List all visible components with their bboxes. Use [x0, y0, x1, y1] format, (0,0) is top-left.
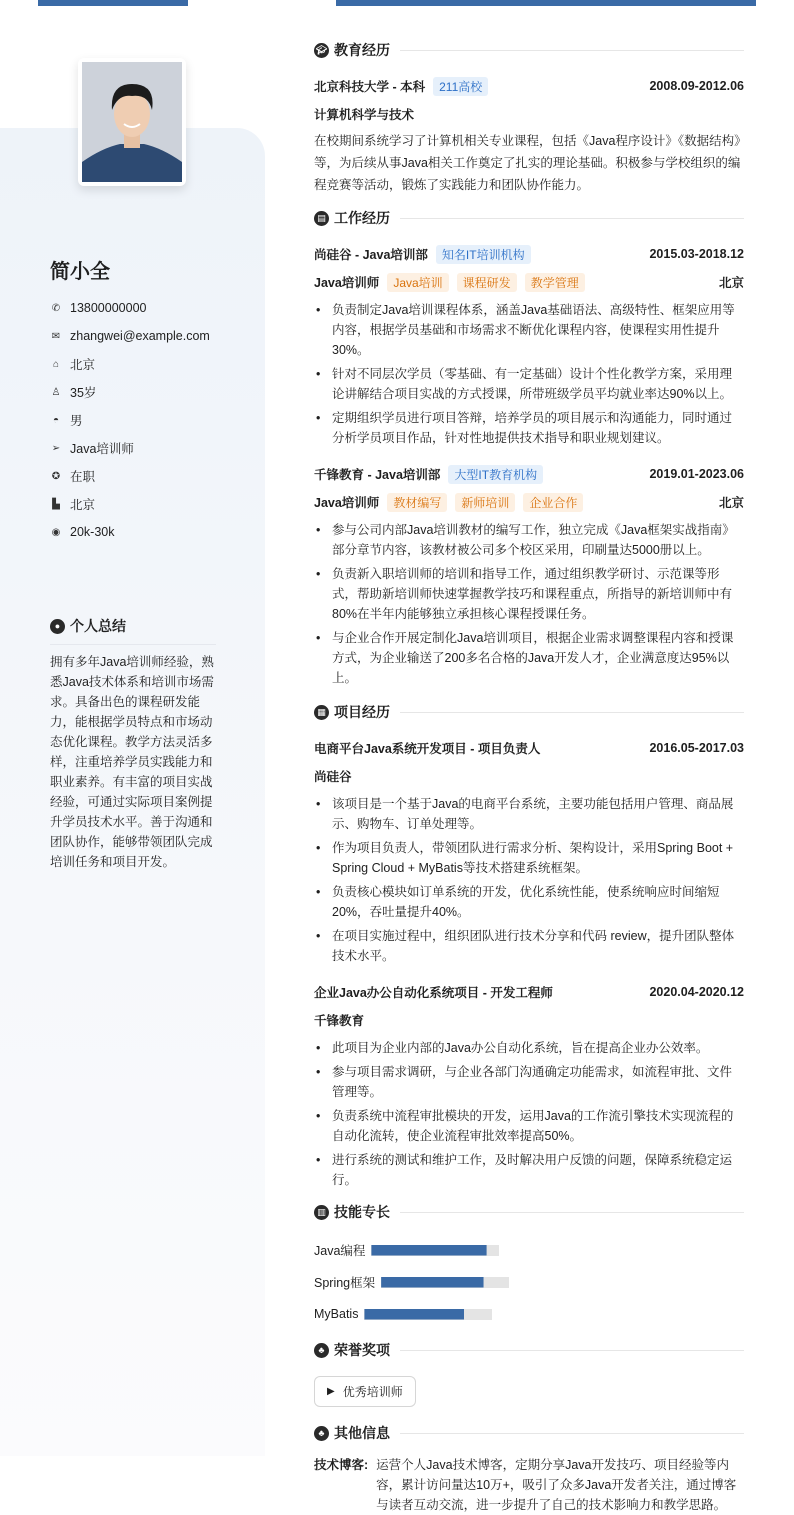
bullet: • 参与项目需求调研，与企业各部门沟通确定功能需求，如流程审批、文件管理等。 [314, 1062, 744, 1102]
skill-bar [364, 1309, 492, 1320]
summary-text: 拥有多年Java培训师经验，熟悉Java技术体系和培训市场需求。具备出色的课程研发能力，能根据学员特点和市场动态优化课程。教学方法灵活多样，注重培养学员实践能力和职业素养。有丰富的项目实战经验，可通过实际项目案例提升学员技术水平。善于沟通和团队协作，能够带领团队完成培训任务和项目开发。 [50, 655, 214, 869]
date: 2020.04-2020.12 [649, 985, 744, 999]
company-tag: 知名IT培训机构 [436, 245, 531, 264]
bullet: • 负责制定Java培训课程体系，涵盖Java基础语法、高级特性、框架应用等内容，根据学员基础和市场需求不断优化课程内容，使课程实用性提升30%。 [314, 300, 744, 360]
bullet: • 负责系统中流程审批模块的开发，运用Java的工作流引擎技术实现流程的自动化流转，使企业流程审批效率提高50%。 [314, 1106, 744, 1146]
skill-tag: 课程研发 [457, 273, 517, 292]
skill-bar [371, 1245, 499, 1256]
date: 2015.03-2018.12 [649, 247, 744, 261]
skill-tag: 企业合作 [523, 493, 583, 512]
skill-name: Spring框架 [314, 1276, 376, 1290]
section-title: 工作经历 [334, 210, 390, 226]
skill-tag: 教材编写 [387, 493, 447, 512]
date: 2016.05-2017.03 [649, 741, 744, 755]
bullet: • 作为项目负责人，带领团队进行需求分析、架构设计，采用Spring Boot + Spring Cloud + MyBatis等技术搭建系统框架。 [314, 838, 744, 878]
email: zhangwei@example.com [70, 329, 210, 343]
avatar-photo [78, 58, 186, 186]
age: 35岁 [70, 386, 97, 400]
other-heading [314, 1423, 744, 1443]
main-content [314, 40, 744, 1515]
project-name: 电商平台Java系统开发项目 - 项目负责人 [314, 742, 541, 756]
status-icon: ✪ [51, 470, 61, 482]
contact-info [50, 294, 250, 546]
company-tag: 大型IT教育机构 [448, 465, 543, 484]
gender-icon: ◓ [52, 414, 60, 426]
section-title: 其他信息 [334, 1425, 390, 1441]
skill-name: Java编程 [314, 1244, 366, 1258]
section-title: 项目经历 [334, 704, 390, 720]
awards-heading [314, 1340, 744, 1360]
bullet: • 负责核心模块如订单系统的开发，优化系统性能，使系统响应时间缩短20%，吞吐量提升40%。 [314, 882, 744, 922]
skill-name: MyBatis [314, 1307, 359, 1321]
city: 北京 [718, 276, 744, 290]
location: 北京 [70, 358, 96, 372]
phone: 13800000000 [70, 301, 147, 315]
cake-icon: ♙ [51, 386, 61, 398]
other-info [314, 1455, 744, 1515]
school-tag: 211高校 [433, 77, 488, 96]
project-name: 企业Java办公自动化系统项目 - 开发工程师 [314, 986, 553, 1000]
salary-icon: ◉ [51, 526, 61, 538]
summary-heading [50, 616, 216, 645]
building-icon: ▙ [52, 498, 60, 510]
section-title: 教育经历 [334, 42, 390, 58]
other-text: 运营个人Java技术博客，定期分享Java开发技巧、项目经验等内容，累计访问量达10万+，吸引了众多Java开发者关注，通过博客与读者互动交流，进一步提升了自己的技术影响力和教学思路。 [376, 1458, 737, 1512]
status: 在职 [70, 470, 96, 484]
skill-bar-fill [364, 1309, 464, 1320]
user-icon: ● [50, 619, 65, 634]
project-item [314, 978, 744, 1190]
send-icon: ➢ [51, 442, 61, 454]
award-item[interactable] [314, 1376, 416, 1407]
graduation-cap-icon: 🎓︎ [314, 43, 329, 58]
project-org: 千锋教育 [314, 1014, 365, 1028]
phone-icon: ✆ [51, 302, 61, 314]
home-icon: ⌂ [52, 358, 60, 370]
top-accent-bar [336, 0, 756, 6]
briefcase-icon: ▤ [314, 211, 329, 226]
role: Java培训师 [314, 276, 380, 290]
skill-bar [381, 1277, 509, 1288]
award-icon: ♣ [314, 1343, 329, 1358]
salary: 20k-30k [70, 525, 115, 539]
company: 尚硅谷 - Java培训部 [314, 248, 428, 262]
date: 2019.01-2023.06 [649, 467, 744, 481]
skill-tag: 教学管理 [525, 273, 585, 292]
bullet: • 参与公司内部Java培训教材的编写工作，独立完成《Java框架实战指南》部分章节内容，该教材被公司多个校区采用，印刷量达5000册以上。 [314, 520, 744, 560]
skills-heading [314, 1202, 744, 1222]
date: 2008.09-2012.06 [649, 79, 744, 93]
major: 计算机科学与技术 [314, 108, 415, 122]
top-accent-bar [38, 0, 188, 6]
skill-bar-fill [371, 1245, 486, 1256]
award-label: 优秀培训师 [342, 1385, 403, 1399]
section-title: 荣誉奖项 [334, 1342, 390, 1358]
work-item [314, 240, 744, 448]
position: Java培训师 [70, 442, 134, 456]
project-org: 尚硅谷 [314, 770, 352, 784]
bullet: • 与企业合作开展定制化Java培训项目，根据企业需求调整课程内容和授课方式，为企业输送了200多名合格的Java开发人才，企业满意度达95%以上。 [314, 628, 744, 688]
skill-bar-fill [381, 1277, 483, 1288]
bullet: • 负责新入职培训师的培训和指导工作，通过组织教学研讨、示范课等形式，帮助新培训师快速掌握教学技巧和课程重点，所指导的新培训师中有80%在半年内能够独立承担核心课程授课任务。 [314, 564, 744, 624]
school: 北京科技大学 - 本科 [314, 80, 426, 94]
grid-icon: ▦ [314, 705, 329, 720]
info-icon: ♣ [314, 1426, 329, 1441]
education-desc: 在校期间系统学习了计算机相关专业课程，包括《Java程序设计》《数据结构》等，为后续从事Java相关工作奠定了扎实的理论基础。积极参与学校组织的编程竞赛等活动，锻炼了实践能力和团队协作能力。 [314, 134, 741, 192]
section-title: 技能专长 [334, 1204, 390, 1220]
bullet: • 进行系统的测试和维护工作，及时解决用户反馈的问题，保障系统稳定运行。 [314, 1150, 744, 1190]
work-item [314, 460, 744, 688]
projects-heading [314, 702, 744, 722]
skill-tag: 新师培训 [455, 493, 515, 512]
project-item [314, 734, 744, 966]
education-item [314, 72, 744, 196]
city: 北京 [718, 496, 744, 510]
city: 北京 [70, 498, 96, 512]
bullet: • 此项目为企业内部的Java办公自动化系统，旨在提高企业办公效率。 [314, 1038, 744, 1058]
skill-item [314, 1266, 534, 1298]
summary-title: 个人总结 [70, 618, 126, 634]
bullet: • 定期组织学员进行项目答辩，培养学员的项目展示和沟通能力，同时通过分析学员项目作品，针对性地提供技术指导和职业规划建议。 [314, 408, 744, 448]
bullet: • 针对不同层次学员（零基础、有一定基础）设计个性化教学方案，采用理论讲解结合项目实战的方式授课，所带班级学员平均就业率达90%以上。 [314, 364, 744, 404]
other-label: 技术博客: [314, 1458, 369, 1472]
skill-item [314, 1298, 534, 1330]
bullet: • 在项目实施过程中，组织团队进行技术分享和代码 review，提升团队整体技术水平。 [314, 926, 744, 966]
education-heading [314, 40, 744, 60]
skill-item [314, 1234, 534, 1266]
role: Java培训师 [314, 496, 380, 510]
skill-tag: Java培训 [387, 273, 448, 292]
company: 千锋教育 - Java培训部 [314, 468, 441, 482]
mail-icon: ✉ [51, 330, 61, 342]
play-icon: ▶ [327, 1386, 335, 1397]
candidate-name: 简小全 [50, 261, 110, 283]
bullet: • 该项目是一个基于Java的电商平台系统，主要功能包括用户管理、商品展示、购物车、订单处理等。 [314, 794, 744, 834]
work-heading [314, 208, 744, 228]
chart-icon: ▥ [314, 1205, 329, 1220]
gender: 男 [70, 414, 83, 428]
